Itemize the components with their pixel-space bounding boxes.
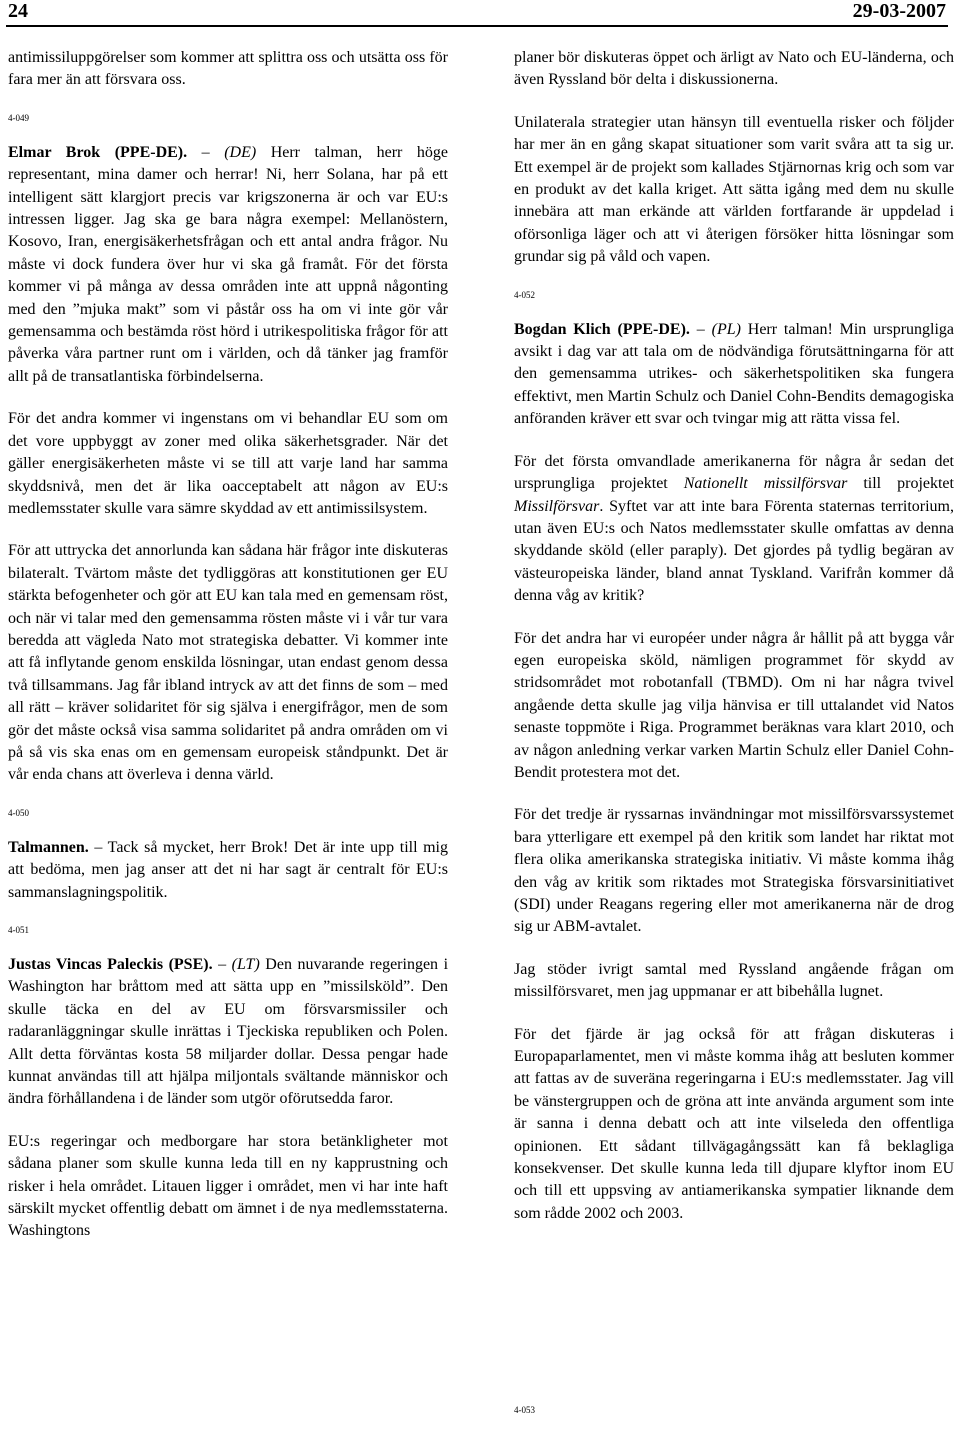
speech-text: Den nuvarande regeringen i Washington har bråttom med att sätta upp en ”missilsköld”. Den skulle täcka en del av EU om försvarsmissiler och radaranläggningar skulle inrättas i Tjeckiska republiken och Polen. Allt detta förväntas kosta 58 miljarder dollar. Dessa pengar hade kunnat användas till att hjälpa miljontals svältande människor och ändra förhållandena i de länder som utgör oförutsedda faror. <box>8 956 449 1108</box>
paragraph: För det tredje är ryssarnas invändningar mot missilförsvarssystemet bara ytterligare ett exempel på den kritik som landet har riktat mot flera olika amerikanska strategiska initiativ. Vi måste komma ihåg den våg av kritik som riktades mot Strategiska försvarsinitiativet (SDI) under Reagans regering eller mot amerikanerna när de drog sig ur ABM-avtalet. <box>514 806 954 936</box>
paragraph: Jag stöder ivrigt samtal med Ryssland angående frågan om missilförsvaret, men jag uppmanar er att bibehålla lugnet. <box>514 960 954 1001</box>
reference-number: 4-049 <box>8 112 29 123</box>
text-run: . Syftet var att inte bara Förenta staternas territorium, utan även EU:s och Natos medlemsstater skulle omfattas av denna skyddande sköld (eller paraply). Det gjordes på tydlig begäran av västeuropeiska länder, bland annat Tyskland. Varifrån kommer då denna våg av kritik? <box>514 497 954 605</box>
program-name: Nationellt missilförsvar <box>683 475 848 493</box>
right-column <box>514 47 954 1245</box>
paragraph: För att uttrycka det annorlunda kan sådana här frågor inte diskuteras bilateralt. Tvärtom måste det tydliggöras att konstitutionen ger EU stärkta befogenheter och gör att EU kan tala med en gemensam röst, och när vi talar med den gemensamma rösten måste vi i vår tur vara beredda att vägleda Nato mot strategiska debatter. Vi kommer inte att få inflytande genom enskilda lösningar, utan endast genom dessa två tillsammans. Jag får ibland intryck av att det finns de som – med all rätt – kräver solidaritet för sig själva i energifrågor, men de som gör det måste också visa samma solidaritet på andra områden om vi på så vis ska enas om en gemensam europeisk ståndpunkt. Det är vår enda chans att överleva i denna värld. <box>8 542 448 784</box>
dash: – <box>187 143 225 161</box>
speech-brok <box>8 142 448 388</box>
text-run: till projektet <box>847 475 954 493</box>
paragraph: För det fjärde är jag också för att frågan diskuteras i Europaparlamentet, men vi måste komma ihåg att besluten kommer att fattas av de suveräna regeringarna i EU:s medlemsstater. Jag vill be vänstergruppen och de gröna att inte använda argument som inte är sanna i denna debatt och att inte vilseleda den offentliga opinionen. Ett sådant tillvägagångssätt kan få beklagliga konsekvenser. Det skulle kunna leda till djupare klyftor inom EU och till ett uppsving av antiamerikanska sympatier liknande dem som rådde 2002 och 2003. <box>514 1025 954 1222</box>
dash: – <box>212 956 232 973</box>
language-tag: (LT) <box>231 956 260 973</box>
header-rule <box>6 25 948 27</box>
reference-number: 4-052 <box>514 289 535 300</box>
reference-number: 4-053 <box>514 1405 535 1415</box>
paragraph: antimissiluppgörelser som kommer att splittra oss och utsätta oss för fara mer än att försvara oss. <box>8 49 448 89</box>
language-tag: (DE) <box>224 143 257 161</box>
paragraph <box>514 451 954 608</box>
speech-klich <box>514 319 954 431</box>
page-number: 24 <box>8 0 28 22</box>
speech-paleckis <box>8 954 448 1111</box>
reference-number: 4-051 <box>8 925 29 935</box>
speech-talman <box>8 837 448 904</box>
program-name: Missilförsvar <box>514 497 600 515</box>
page-date: 29-03-2007 <box>852 0 946 22</box>
text-run: För det första omvandlade amerikanerna för några år sedan det ursprungliga projektet <box>514 452 954 493</box>
paragraph: För det andra kommer vi ingenstans om vi behandlar EU som om det vore uppbyggt av zoner med olika säkerhetsgrader. När det gäller energisäkerheten måste vi se till att varje land har samma skyddsnivå, men det är lika oacceptabelt att någon av EU:s medlemsstater skulle vara sämre skyddad av ett antimissilsystem. <box>8 410 448 517</box>
speaker-name: Talmannen. <box>8 838 89 856</box>
paragraph: För det andra har vi européer under några år hållit på att bygga vår egen europeiska sköld, nämligen programmet för skydd av stridsområdet mot robotanfall (TBMD). Om ni har några tvivel angående detta skulle jag vilja hänvisa er till uttalandet vid Natos senaste toppmöte i Riga. Programmet beräknas vara klart 2010, och av någon anledning verkar varken Martin Schulz eller Daniel Cohn-Bendit protestera mot det. <box>514 629 954 781</box>
language-tag: (PL) <box>711 320 741 338</box>
left-column <box>8 47 448 1263</box>
paragraph: Unilaterala strategier utan hänsyn till eventuella risker och följder har mer än en gång skapat situationer som varit svåra att ta sig ur. Ett exempel är de projekt som kallades Stjärnornas krig och som var en produkt av det kalla kriget. Att sätta igång med dem nu skulle innebära att man erkände att världen fortfarande är uppdelad i oförsonliga läger och att vi återigen försöker hitta lösningar som grundar sig på våld och vapen. <box>514 113 954 266</box>
paragraph: EU:s regeringar och medborgare har stora betänkligheter mot sådana planer som skulle kunna leda till en ny kapprustning och risker i hela området. Litauen ligger i området, men vi har inte haft särskilt mycket offentlig debatt om ämnet i de nya medlemsstaterna. Washingtons <box>8 1132 448 1240</box>
speaker-name: Elmar Brok (PPE-DE). <box>8 143 188 161</box>
speech-text: Herr talman, herr höge representant, mina damer och herrar! Ni, herr Solana, har på ett intelligent sätt klargjort precis var krigszonerna är och var EU:s intressen ligger. Jag ska ge bara några exempel: Mellanöstern, Kosovo, Iran, energisäkerhetsfrågan och ett antal andra frågor. Nu måste vi dock fundera över hur vi ska gå framåt. För det första kommer vi på många av dessa områden inte att uppnå någonting med den ”mjuka makt” som vi påstår oss ha om vi inte gör vår gemensamma och bestämda röst hörd i utrikespolitiska frågor för att påverka våra partner runt om i världen, och då tänker jag framför allt på de transatlantiska förbindelserna. <box>8 143 448 385</box>
page-header <box>8 0 946 22</box>
paragraph: planer bör diskuteras öppet och ärligt av Nato och EU-länderna, och även Ryssland bör delta i diskussionerna. <box>514 49 954 89</box>
speech-text: Tack så mycket, herr Brok! Det är inte upp till mig att bedöma, men jag anser att det ni har sagt är centralt för EU:s sammanslagningspolitik. <box>8 838 448 901</box>
dash: – <box>88 838 108 856</box>
speaker-name: Bogdan Klich (PPE-DE). <box>514 320 690 338</box>
reference-number: 4-050 <box>8 807 29 818</box>
dash: – <box>689 320 712 338</box>
speech-text: Herr talman! Min ursprungliga avsikt i dag var att tala om de nödvändiga förutsättningarna för att den gemensamma utrikes- och säkerhetspolitiken ska fungera effektivt, men Martin Schulz och Daniel Cohn-Bendits demagogiska anföranden kräver ett svar och tvingar mig att rätta vissa fel. <box>514 320 955 428</box>
speaker-name: Justas Vincas Paleckis (PSE). <box>8 956 213 973</box>
